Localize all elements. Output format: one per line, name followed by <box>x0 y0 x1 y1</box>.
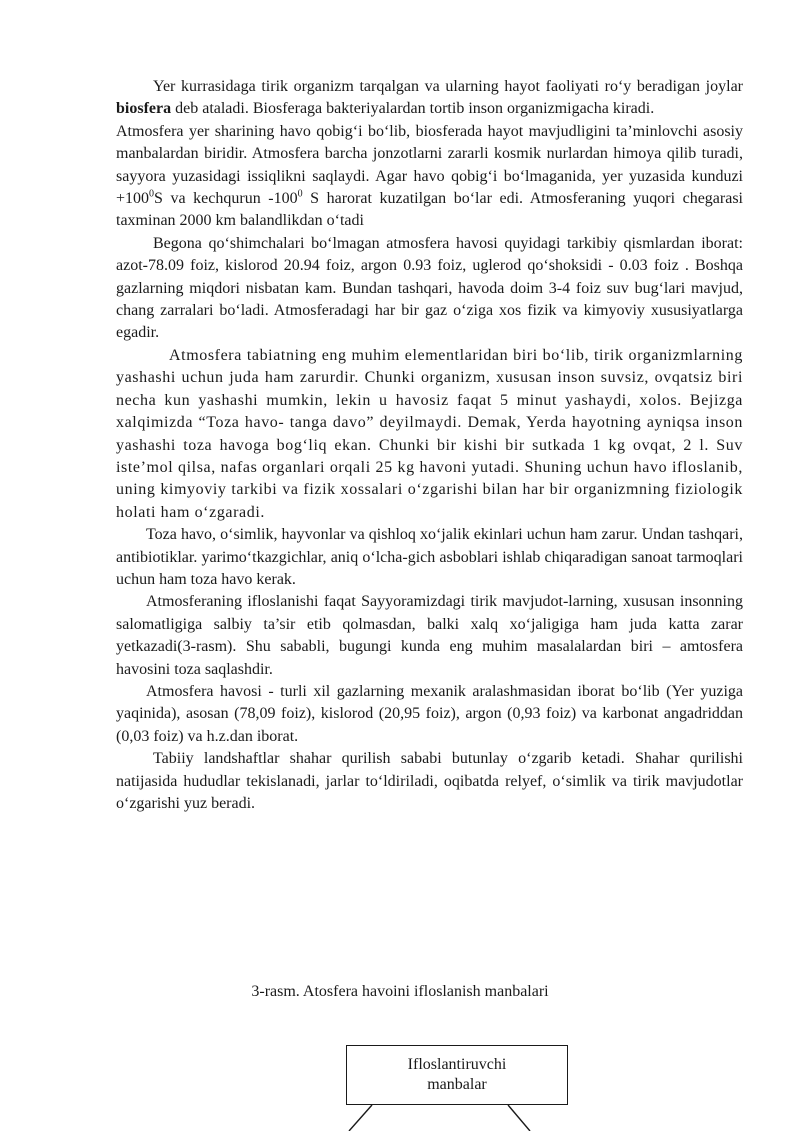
figure-caption: 3-rasm. Atosfera havoini ifloslanish manbalari <box>251 983 549 1000</box>
paragraph-text: Yer kurrasidaga tirik organizm tarqalgan va ularning hayot faoliyati ro‘y beradigan joylar <box>153 78 743 95</box>
paragraph-landshaft: Tabiiy landshaftlar shahar qurilish sababi butunlay o‘zgarib ketadi. Shahar qurilishi natijasida hududlar tekislanadi, jarlar to‘ldiriladi, oqibatda relyef, o‘simlik va tirik mavjudotlar o‘zgarishi yuz beradi. <box>116 750 743 812</box>
paragraph-toza-havo: Toza havo, o‘simlik, hayvonlar va qishloq xo‘jalik ekinlari uchun ham zarur. Undan tashqari, antibiotiklar. yarimo‘tkazgichlar, aniq o‘lcha-gich asboblari ishlab chiqaradigan sanoat tarmoqlari uchun ham toza havo kerak. <box>116 526 743 588</box>
paragraph-text: deb ataladi. Biosferaga bakteriyalardan tortib inson organizmigacha kiradi. <box>171 100 655 118</box>
box-label-line1: Ifloslantiruvchi <box>407 1056 507 1073</box>
paragraph-text: Atmosfera yer sharining havo qobig‘i bo‘lib, biosferada hayot mavjudligini ta’minlovchi asosiy manbalardan biridir. Atmosfera barcha jonzotlarni zararli kosmik nurlardan himoya qilib turadi, sayyora yuzasidagi issiqlikni saqlaydi. Agar havo qobig‘i bo‘lmaganida, yer yuzasida kunduzi +100 <box>116 122 743 208</box>
superscript: 0 <box>297 188 303 200</box>
paragraph-atmosfera-havosi: Atmosfera havosi - turli xil gazlarning mexanik aralashmasidan iborat bo‘lib (Yer yuziga yaqinida), asosan (78,09 foiz), kislorod (20,95 foiz), argon (0,93 foiz) va karbonat angadriddan (0,03 foiz) va h.z.dan iborat. <box>116 682 743 745</box>
connector-left <box>349 1105 372 1131</box>
box-label-line2: manbalar <box>427 1076 487 1093</box>
superscript: 0 <box>149 188 155 200</box>
paragraph-text: S harorat kuzatilgan bo‘lar edi. Atmosferaning yuqori chegarasi taxminan 2000 km balandlikdan o‘tadi <box>116 190 743 230</box>
paragraph-atmosfera-qobigi <box>116 121 743 233</box>
paragraph-ifloslanish: Atmosferaning ifloslanishi faqat Sayyoramizdagi tirik mavjudot-larning, xususan insonning salomatligiga salbiy ta’sir etib qolmasdan, balki xalq xo‘jaligiga ham juda katta zarar yetkazadi(3-rasm). Shu sababli, bugungi kunda eng muhim masalalardan biri – amtosfera havosini toza saqlashdir. <box>116 593 743 678</box>
bold-term: biosfera <box>116 100 172 118</box>
paragraph-tabiat: Atmosfera tabiatning eng muhim elementlaridan biri bo‘lib, tirik organizmlarning yashashi uchun juda ham zarurdir. Chunki organizm, xususan inson suvsiz, ovqatsiz biri necha kun yashashi mumkin, lekin u havosiz faqat 5 minut yashaydi, xolos. Bejizga xalqimizda “Toza havo- tanga davo” deyilmaydi. Demak, Yerda hayotning ayniqsa inson yashashi toza havoga bog‘liq ekan. Chunki bir kishi bir sutkada 1 kg ovqat, 2 l. Suv iste’mol qilsa, nafas organlari orqali 25 kg havoni yutadi. Shuning uchun havo ifloslanib, uning kimyoviy tarkibi va fizik xossalari o‘zgarishi bilan har bir organizmning fiziologik holati ham o‘zgaradi. <box>116 346 743 521</box>
paragraph-tarkib: Begona qo‘shimchalari bo‘lmagan atmosfera havosi quyidagi tarkibiy qismlardan iborat: azot-78.09 foiz, kislorod 20.94 foiz, argon 0.93 foiz, uglerod qo‘shoksidi - 0.03 foiz . Boshqa gazlarning miqdori nisbatan kam. Bundan tashqari, havoda doim 3-4 foiz suv bug‘lari mavjud, chang zarralari bo‘ladi. Atmosferadagi har bir gaz o‘ziga xos fizik va kimyoviy xususiyatlarga egadir. <box>116 234 743 342</box>
paragraph-biosfera <box>116 76 743 121</box>
pollution-sources-box <box>346 1045 568 1105</box>
document-body <box>116 76 743 815</box>
connector-right <box>508 1105 530 1131</box>
paragraph-text: S va kechqurun -100 <box>154 190 298 208</box>
